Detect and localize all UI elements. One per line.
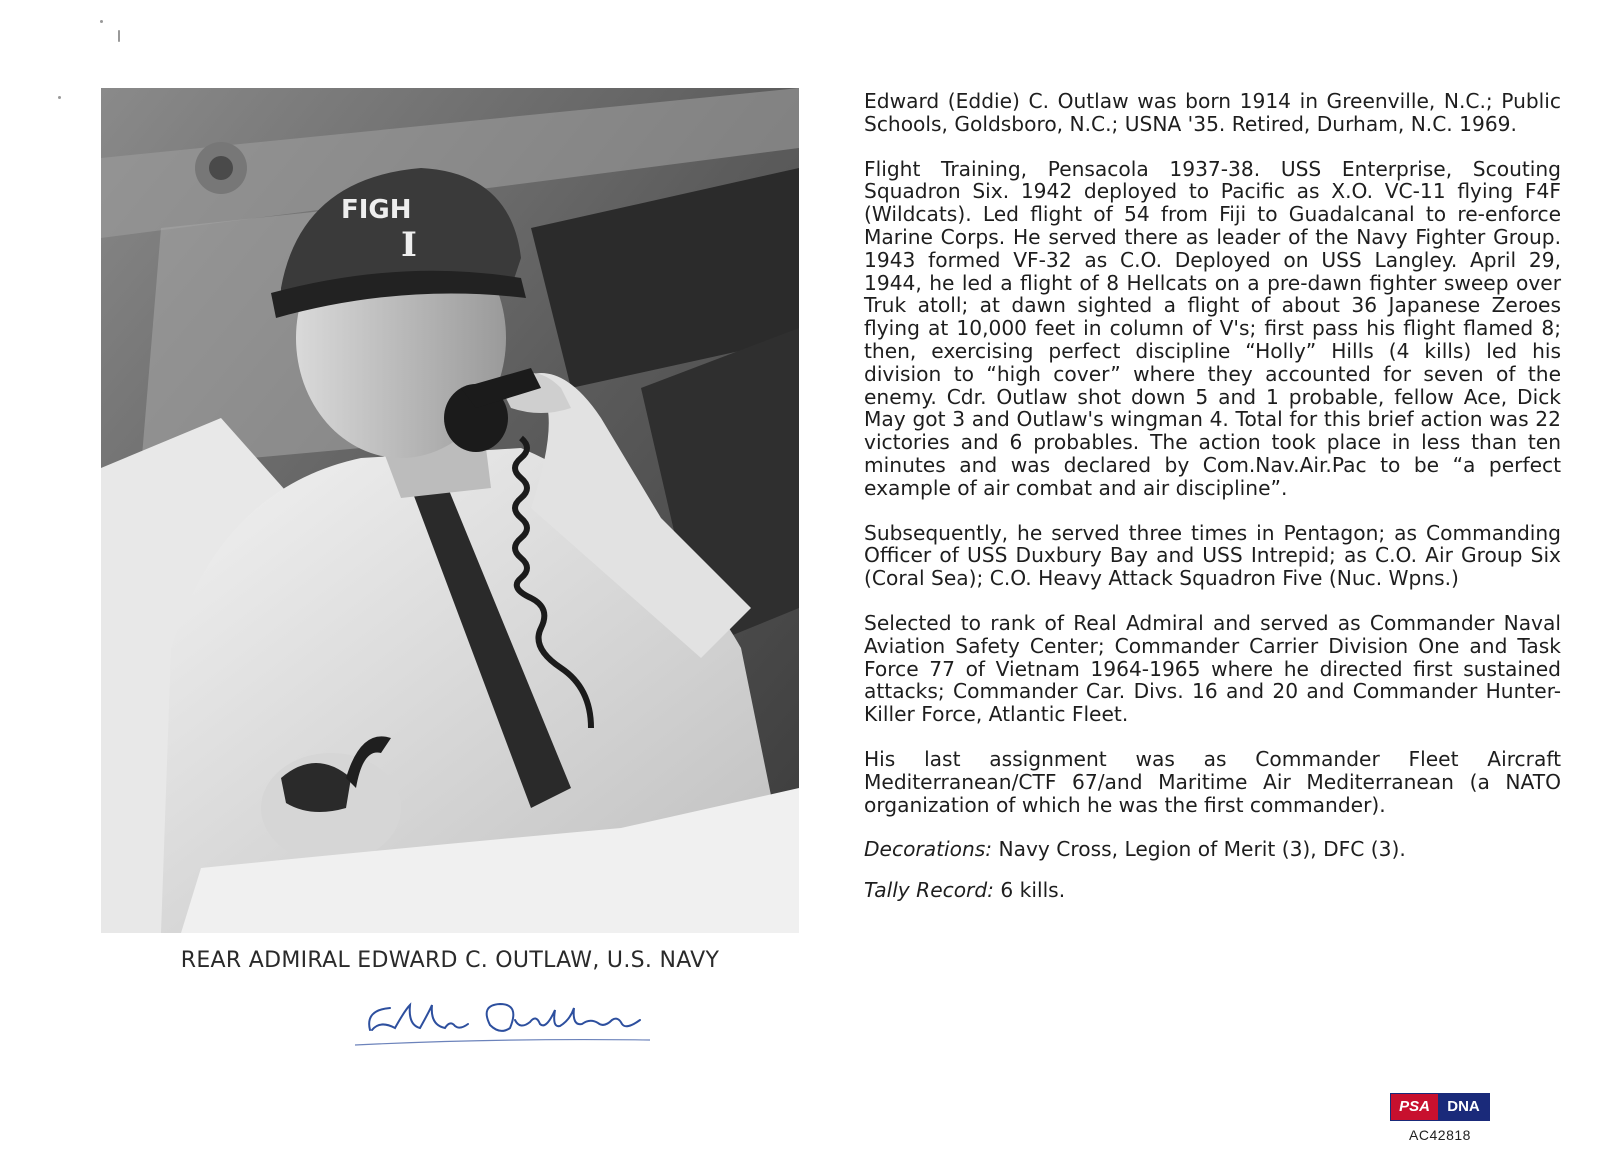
biography (864, 90, 1561, 924)
scan-speck (100, 20, 103, 23)
portrait-photo (101, 88, 799, 933)
photo-illustration (101, 88, 799, 933)
bio-paragraph-pentagon: Subsequently, he served three times in Pentagon; as Commanding Officer of USS Duxbury Bay and USS Intrepid; as C.O. Air Group Six (Coral Sea); C.O. Heavy Attack Squadron Five (Nuc. Wpns.) (864, 520, 1561, 591)
bio-paragraph-last-assignment: His last assignment was as Commander Fleet Aircraft Mediterranean/CTF 67/and Maritime Air Mediterranean (a NATO organization of which he was the first commander). (864, 746, 1561, 817)
decorations-label: Decorations: (864, 837, 993, 862)
certification-code: AC42818 (1409, 1127, 1471, 1143)
psa-dna-logo (1390, 1093, 1490, 1121)
tally-label: Tally Record: (864, 878, 994, 903)
dna-logo-text: DNA (1438, 1094, 1489, 1120)
photo-caption: REAR ADMIRAL EDWARD C. OUTLAW, U.S. NAVY (180, 948, 720, 973)
decorations-value: Navy Cross, Legion of Merit (3), DFC (3). (998, 837, 1406, 862)
signature (350, 990, 670, 1060)
decorations-line (864, 838, 1561, 861)
scan-speck (58, 96, 61, 99)
tally-line (864, 879, 1561, 902)
psa-dna-sticker (1390, 1093, 1490, 1143)
cap-text: FIGH (341, 195, 412, 225)
psa-logo-text: PSA (1391, 1094, 1438, 1120)
tally-value: 6 kills. (1000, 878, 1066, 903)
cap-letter: I (401, 225, 417, 265)
bio-paragraph-birth: Edward (Eddie) C. Outlaw was born 1914 in Greenville, N.C.; Public Schools, Goldsboro, N.C.; USNA '35. Retired, Durham, N.C. 1969. (864, 89, 1561, 136)
scan-speck (118, 30, 120, 42)
bio-paragraph-admiral: Selected to rank of Real Admiral and served as Commander Naval Aviation Safety Center; Commander Carrier Division One and Task Force 77 of Vietnam 1964-1965 where he directed first sustained attacks; Commander Car. Divs. 16 and 20 and Commander Hunter-Killer Force, Atlantic Fleet. (864, 610, 1561, 727)
bio-paragraph-war-service: Flight Training, Pensacola 1937-38. USS Enterprise, Scouting Squadron Six. 1942 deployed to Pacific as X.O. VC-11 flying F4F (Wildcats). Led flight of 54 from Fiji to Guadalcanal to re-enforce Marine Corps. He served there as leader of the Navy Fighter Group. 1943 formed VF-32 as C.O. Deployed on USS Langley. April 29, 1944, he led a flight of 8 Hellcats on a pre-dawn fighter sweep over Truk atoll; at dawn sighted a flight of about 36 Japanese Zeroes flying at 10,000 feet in column of V's; first pass his flight flamed 8; then, exercising perfect discipline “Holly” Hills (4 kills) led his division to “high cover” where they accounted for seven of the enemy. Cdr. Outlaw shot down 5 and 1 probable, fellow Ace, Dick May got 3 and Outlaw's wingman 4. Total for this brief action was 22 victories and 6 probables. The action took place in less than ten minutes and was declared by Com.Nav.Air.Pac to be “a perfect example of air combat and air discipline”. (864, 156, 1561, 500)
